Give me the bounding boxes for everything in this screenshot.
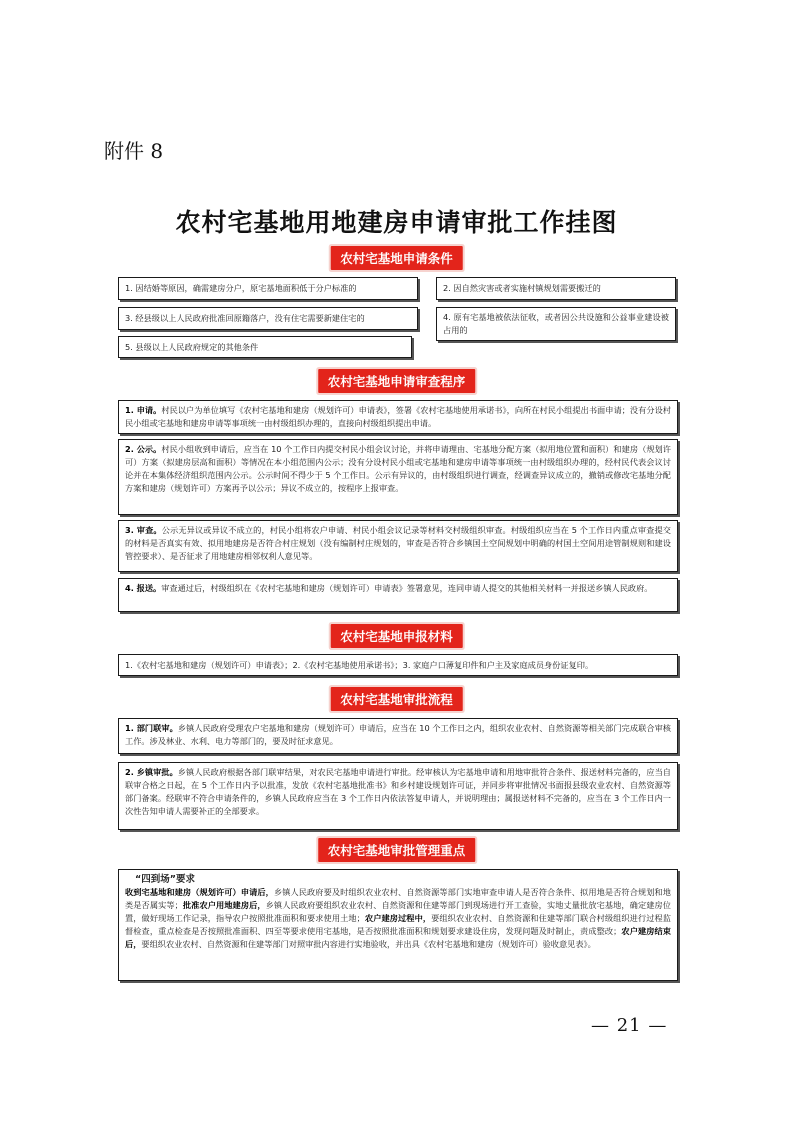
attachment-label: 附件 8	[104, 139, 164, 163]
review-step-submit	[118, 578, 678, 612]
approval-step-label: 1. 部门联审。	[125, 723, 178, 733]
materials-heading: 农村宅基地申报材料	[330, 624, 463, 648]
page-number: — 21 —	[591, 1015, 668, 1036]
conditions-heading: 农村宅基地申请条件	[330, 246, 463, 270]
review-heading: 农村宅基地申请审查程序	[318, 369, 476, 393]
management-phase-label: 收到宅基地和建房（规划许可）申请后，	[125, 887, 274, 897]
materials-list: 1.《农村宅基地和建房（规划许可）申请表》；2.《农村宅基地使用承诺书》；3. 家庭户口薄复印件和户主及家庭成员身份证复印。	[118, 654, 678, 676]
condition-item-2: 2. 因自然灾害或者实施村镇规划需要搬迁的	[436, 277, 676, 300]
approval-step-joint-review	[118, 718, 678, 754]
review-step-apply	[118, 400, 678, 434]
approval-heading: 农村宅基地审批流程	[330, 687, 463, 711]
review-step-publicize	[118, 439, 678, 515]
management-phase-text: 乡镇人民政府要及时组织农业农村、自然资源等部门实地审查申请人是否符合条件、拟用地是否符合规划和地类是否属实等；	[125, 887, 671, 910]
condition-item-3: 3. 经县级以上人民政府批准回原籍落户，没有住宅需要新建住宅的	[118, 307, 418, 330]
review-step-text: 审查通过后，村级组织在《农村宅基地和建房（规划许可）申请表》签署意见，连同申请人提交的其他相关材料一并报送乡镇人民政府。	[161, 583, 653, 593]
review-step-review	[118, 520, 678, 572]
management-heading: 农村宅基地审批管理重点	[318, 838, 476, 862]
condition-item-1: 1. 因结婚等原因，确需建房分户，原宅基地面积低于分户标准的	[118, 277, 418, 300]
management-phase-label: 农户建房结束后，	[125, 926, 671, 949]
page-title: 农村宅基地用地建房申请审批工作挂图	[175, 208, 618, 237]
review-step-label: 4. 报送。	[125, 583, 162, 593]
review-step-text: 村民小组收到申请后，应当在 10 个工作日内提交村民小组会议讨论，并将申请理由、宅基地分配方案（拟用地位置和面积）和建房（规划许可）方案（拟建房层高和面积）等情况在本小组范围内公示；没有分设村民小组或宅基地和建房申请等事项统一由村级组织办理的，经村民代表会议讨论并在本集体经济组织范围内公示。公示时间不得少于 5 个工作日。公示有异议的，由村级组织进行调查，经调查异议成立的，撤销或修改宅基地分配方案和建房（规划许可）方案再予以公示；异议不成立的，按程序上报审查。	[125, 444, 671, 493]
management-content	[118, 869, 678, 981]
approval-step-text: 乡镇人民政府受理农户宅基地和建房（规划许可）申请后，应当在 10 个工作日之内，组织农业农村、自然资源等相关部门完成联合审核工作。涉及林业、水利、电力等部门的，要及时征求意见。	[125, 723, 671, 746]
management-phase-text: 要组织农业农村、自然资源和住建等部门联合村级组织进行过程监督检查，重点检查是否按照批准面积、四至等要求使用宅基地，是否按照批准面积和规划要求建设住房，发现问题及时制止，责成整改；	[125, 913, 671, 936]
management-phase-text: 要组织农业农村、自然资源和住建等部门对照审批内容进行实地验收，并出具《农村宅基地和建房（规划许可）验收意见表》。	[141, 939, 596, 949]
review-step-label: 2. 公示。	[125, 444, 162, 454]
review-step-label: 1. 申请。	[125, 405, 162, 415]
approval-step-township	[118, 762, 678, 830]
approval-step-label: 2. 乡镇审批。	[125, 767, 178, 777]
management-phase-label: 农户建房过程中，	[364, 913, 432, 923]
review-step-text: 公示无异议或异议不成立的，村民小组将农户申请、村民小组会议记录等材料交村级组织审查。村级组织应当在 5 个工作日内重点审查提交的材料是否真实有效、拟用地建房是否符合村庄规划（没有编制村庄规划的，审查是否符合乡镇国土空间规划中明确的村国土空间用途管制规则和建设管控要求）、是否征求了用地建房相邻权利人意见等。	[125, 525, 671, 561]
management-phase-text: 乡镇人民政府要组织农业农村、自然资源和住建等部门到现场进行开工查验，实地丈量批放宅基地，确定建房位置，做好现场工作记录，指导农户按照批准面积和要求使用土地；	[125, 900, 671, 923]
review-step-text: 村民以户为单位填写《农村宅基地和建房（规划许可）申请表》，签署《农村宅基地使用承诺书》，向所在村民小组提出书面申请；没有分设村民小组或宅基地和建房申请等事项统一由村级组织办理的，直接向村级组织提出申请。	[125, 405, 671, 428]
management-phase-label: 批准农户用地建房后，	[182, 900, 266, 910]
review-step-label: 3. 审查。	[125, 525, 162, 535]
condition-item-4: 4. 原有宅基地被依法征收，或者因公共设施和公益事业建设被占用的	[436, 307, 676, 341]
approval-step-text: 乡镇人民政府根据各部门联审结果，对农民宅基地申请进行审批。经审核认为宅基地申请和用地审批符合条件、报送材料完备的，应当自联审合格之日起，在 5 个工作日内予以批准，发放《农村宅基地批准书》和乡村建设规划许可证，并同步将审批情况书面报县级农业农村、自然资源等部门备案。经联审不符合申请条件的，乡镇人民政府应当在 3 个工作日内依法答复申请人，并说明理由；属报送材料不完备的，应当在 3 个工作日内一次性告知申请人需要补正的全部要求。	[125, 767, 671, 816]
condition-item-5: 5. 县级以上人民政府规定的其他条件	[118, 336, 412, 358]
management-subtitle: “四到场”要求	[135, 874, 195, 885]
